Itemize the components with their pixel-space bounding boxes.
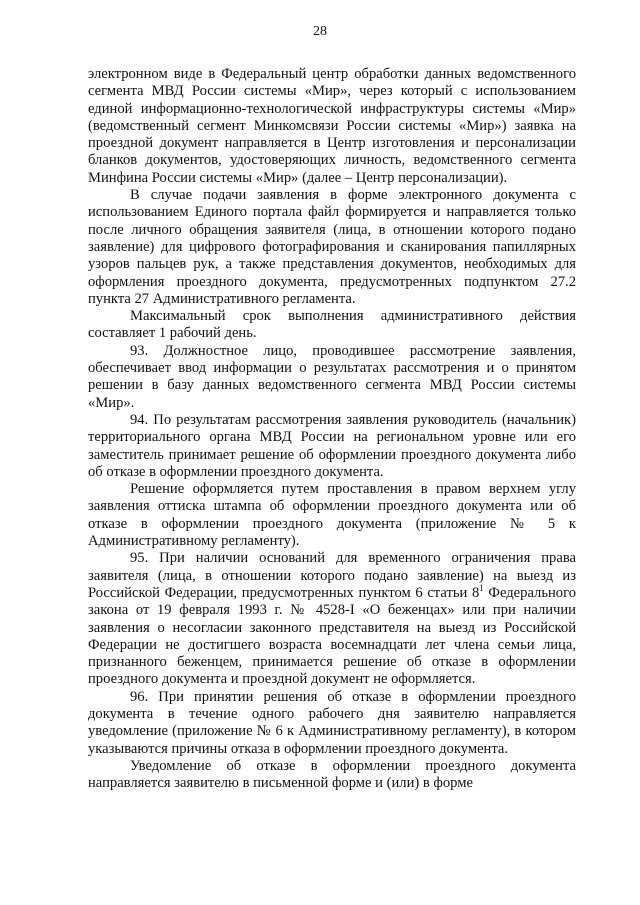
paragraph-electronic-application: В случае подачи заявления в форме электронного документа с использованием Единого портала файл формируется и направляется только после личного обращения заявителя (лица, в отношении которого подано заявление) для цифрового фотографирования и сканирования папиллярных узоров пальцев рук, а также представления документов, необходимых для оформления проездного документа, предусмотренных подпунктом 27.2 пункта 27 Административного регламента. (88, 187, 576, 307)
article-superscript: 1 (479, 583, 484, 594)
paragraph-refusal-notice: Уведомление об отказе в оформлении проездного документа направляется заявителю в письменной форме и (или) в форме (88, 757, 576, 792)
page-number: 28 (313, 24, 327, 39)
paragraph-decision-stamp: Решение оформляется путем проставления в правом верхнем углу заявления оттиска штампа об оформлении проездного документа или об отказе в оформлении проездного документа (приложение № 5 к Административному регламенту). (88, 481, 576, 550)
item-95-text-end: Федерального закона от 19 февраля 1993 г. № 4528-I «О беженцах» или при наличии заявления о несогласии законного представителя на выезд из Российской Федерации не достигшего возраста восемнадцати лет члена семьи лица, признанного беженцем, принимается решение об отказе в оформлении проездного документа и проездной документ не оформляется. (88, 584, 577, 688)
document-body (88, 66, 576, 792)
paragraph-item-95 (88, 550, 576, 688)
paragraph-item-93: 93. Должностное лицо, проводившее рассмотрение заявления, обеспечивает ввод информации о результатах рассмотрения и о принятом решении в базу данных ведомственного сегмента МВД России системы «Мир». (88, 342, 576, 411)
paragraph-item-96: 96. При принятии решения об отказе в оформлении проездного документа в течение одного рабочего дня заявителю направляется уведомление (приложение № 6 к Административному регламенту), в котором указываются причины отказа в оформлении проездного документа. (88, 688, 576, 757)
paragraph-item-94: 94. По результатам рассмотрения заявления руководитель (начальник) территориального органа МВД России на региональном уровне или его заместитель принимает решение об оформлении проездного документа либо об отказе в оформлении проездного документа. (88, 411, 576, 480)
item-95-text-start: 95. При наличии оснований для временного ограничения права заявителя (лица, в отношении которого подано заявление) на выезд из Российской Федерации, предусмотренных пунктом 6 статьи 8 (88, 550, 576, 601)
paragraph-max-duration: Максимальный срок выполнения административного действия составляет 1 рабочий день. (88, 308, 576, 342)
paragraph-continuation: электронном виде в Федеральный центр обработки данных ведомственного сегмента МВД России системы «Мир», через который с использованием единой информационно-технологической инфраструктуры системы «Мир» (ведомственный сегмент Минкомсвязи России системы «Мир») заявка на проездной документ направляется в Центр изготовления и персонализации бланков документов, удостоверяющих личность, ведомственного сегмента Минфина России системы «Мир» (далее – Центр персонализации). (88, 66, 576, 186)
